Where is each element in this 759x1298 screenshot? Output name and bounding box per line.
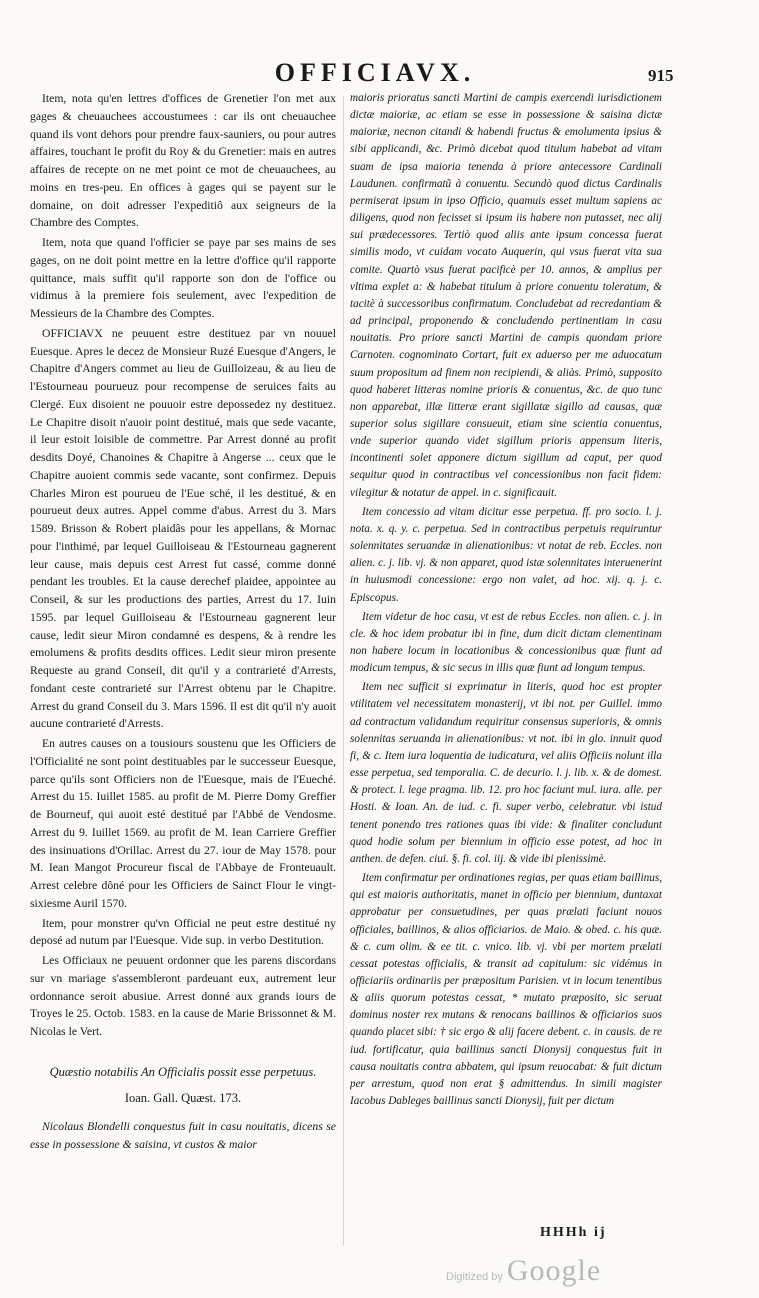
paragraph: Item confirmatur per ordinationes regias, per quas etiam baillinus, qui est maioris authoritatis, manet in officio per biennium, duntaxat approbatur per consuetudines, per quas prælati faciunt nouos officiales, baillinos, & alios officiarios. de Maio. & obed. c. his quæ. & c. cum olim. & ee tit. c. vnico. lib. vj. vbi per mortem prælati cessat potestas officialis, & transit ad capitulum: sic vidémus in officiariis ordinariis per præpositum Parisien. vt in locum tenentibus & aliis quorum potestas cessat, * mutato præposito, sic seruat dominus noster rex mutans & renocans baillinos & officiarios suos quando placet sibi: † sic ergo & alij facere debent. c. in causis. de re iud. fortificatur, quia baillinus sancti Dionysij conquestus fuit in causa nouitatis contra abbatem, qui ipsum reuocabat: & fuit dictum per arrestum, quod non erat § admittendus. In simili magister Iacobus Dableges baillinus sancti Dionysij, fuit per dictum xyxy=(350,872,662,1108)
paragraph: OFFICIAVX ne peuuent estre destituez par vn nouuel Euesque. Apres le decez de Monsieur Ruzé Euesque d'Angers, le Chapitre d'Angers commet au lieu de Guilloizeau, & au lieu de l'Estourneau pourueuz pour recompense de seruices faits au Clergé. Eux disoient ne pouuoir estre depossedez ny destituez. Le Chapitre disoit n'auoir point destitué, mais que sede vacante, il leur estoit loisible de commettre. Par Arrest donné au profit desdits Doyé, Chanoines & Chapitre à Angerse ... ceux que le Chapitre auoient commis sede vacante, sont confirmez. Depuis Charles Miron est pourueu de l'Eue sché, il les destitué, & en pourueut deux autres. Appel comme d'abus. Arrest du 3. Mars 1589. Brisson & Robert plaidâs pour les appellans, & Mornac pour l'inthimé, par lequel Guilloiseau & l'Estourneau gagnerent leur cause, mais depuis cest Arrest fut cassé, comme donné pendant les troubles. Et la cause derechef plaidee, appointee au Conseil, & sur les productions des parties, Arrest du 17. Iuin 1595. par lequel Guilloiseau & l'Estourneau gagnerent leur cause, ledit sieur Miron condamné es despens, & à rendre les emolumens & profits desdits offices. Ledit sieur miron presente Requeste au grand Conseil, dit qu'il y a contrarieté d'Arrests, fondant ceste contrarieté sur l'Arrest obtenu par le Chapitre. Arrest du grand Conseil du 3. Mars 1596. Il est dit qu'il n'y auoit aucune contrarieté d'Arrests. xyxy=(30,326,336,731)
paragraph: Item nec sufficit si exprimatur in literis, quod hoc est propter vtilitatem vel necessitatem monasterij, vt ibi not. per Guillel. immo ad contractum validandum requiritur consensus superioris, & omnis solennitas seruanda in alienationibus: vt not. ibi in glo. innuit quod fi, & c. Item iura loquentia de iudicatura, vel aliis Officiis nolunt illa esse perpetua, sed temporalia. C. de decurio. l. j. lib. x. & de domest. & protect. l. lege pragma. lib. 12. pro hoc faciunt mul. iura. alle. per Hosti. & Ioan. An. de iud. c. fi. super verbo, celebratur. vbi istud tenent ponendo tres rationes quas ibi vide: & finaliter concludunt quod hodie solum per biennium in officio esse potest, ad hoc in anthen. de defen. ciui. §. fi. col. iij. & vide ibi plenissimè. xyxy=(350,681,662,865)
lead-paragraph: Nicolaus Blondelli conquestus fuit in casu nouitatis, dicens se esse in possessione & saisina, vt custos & maior xyxy=(30,1119,336,1151)
paragraph: Item, pour monstrer qu'vn Official ne peut estre destitué ny deposé ad nutum par l'Euesque. Vide sup. in verbo Destitution. xyxy=(30,916,336,948)
paragraph: Item, nota que quand l'officier se paye par ses mains de ses gages, on ne doit point mettre en la lettre d'office qu'il rapporte quittance, mais suffit qu'il rapporte son don de l'office ou vidimus à la premiere fois seulement, avec l'expedition de Messieurs de la Chambre des Comptes. xyxy=(30,236,336,320)
paragraph: En autres causes on a tousiours soustenu que les Officiers de l'Officialité ne sont point destituables par le successeur Euesque, parce qu'ils sont Officiers non de l'Euesque, mais de l'Eueché. Arrest du 15. Iuillet 1585. au profit de M. Pierre Domy Greffier de Bourneuf, qui auoit esté destitué par l'Abbé de Vendosme. Arrest du 9. Iuillet 1569. au profit de M. Iean Carriere Greffier des insinuations d'Orillac. Arrest du 27. iour de May 1578. pour M. Iean Mangot Procureur fiscal de l'Abbaye de Fronteuault. Arrest celebre dôné pour les Officiers de Sainct Flour le vingt-sixiesme Auril 1570. xyxy=(30,737,336,910)
watermark-brand: Google xyxy=(506,1254,602,1287)
paragraph: Item concessio ad vitam dicitur esse perpetua. ff. pro socio. l. j. nota. x. q. y. c. perpetua. Sed in contractibus perpetuis requiruntur solennitates seruandæ in alienationibus: vt notat de reb. Eccles. non alien. c. j. lib. vj. & non apparet, quod istæ solennitates interuenerint in huiusmodi concessione: ergo non valet, ad hoc. xij. q. j. c. Episcopus. xyxy=(350,505,662,604)
paragraph: Item videtur de hoc casu, vt est de rebus Eccles. non alien. c. j. in cle. & hoc idem probatur ibi in fine, dum dicit dictam clementinam non habere locum in locationibus & concessionibus quæ fiunt ad modicum tempus, & sic secus in illis quæ fiunt ad longum tempus. xyxy=(350,610,662,675)
paragraph: Item, nota qu'en lettres d'offices de Grenetier l'on met aux gages & cheuauchees accoustumees : car ils ont cheuauchee quand ils vont dehors pour prendre faux-sauniers, ou pour autres affaires, touchant le profit du Roy & du Grenetier: mais en autres affaires de recepte on ne met point ce mot de cheuauchees, au moins en tres-peu. En offices à gages qui se payent sur le domaine, on doit adresser l'expeditiô aux seigneurs de la Chambre des Comptes. xyxy=(30,92,336,230)
page-number: 915 xyxy=(648,66,674,85)
paragraph: maioris prioratus sancti Martini de campis exercendi iurisdictionem dictæ maioriæ, ac etiam se esse in possessione & saisina dictæ maioriæ, necnon citandi & habendi fructus & emolumenta ipsius & sibi applicandi, &c. Primò dicebat quod titulum habebat ad vitam suam de ipsa maioria tenenda à priore antecessore Cardinali Laudunen. confirmatũ à conuentu. Secundò quod dictus Cardinalis permiserat ipsum in ipso Officio, quamuis esset multum sapiens ac diligens, quod non fecisset si ipsum iis habere non putasset, nec alij sui prædecessores. Tertiò quod aliis ante ipsum concessa fuerat similis modo, vt cuidam vocato Auquerin, qui vsus fuerat vita sua comite. Quartò vsus fuerat pacificè per 10. annos, & amplius per vltima explet a: & habebat titulum à priore conuentu toleratum, & tacitè à successoribus confirmatum. Concludebat ad recredantiam & ad principal, proponendo & concludendo pertinentiam in casu nouitatis. Pro priore sancti Martini de campis quondam priore Carnoten. cognominato Cortart, fuit ex aduerso per me aduocatum suum propositum ad finem non recipiendi, & aliàs. Primò, supposito quod haberet litteras nomine prioris & conuentus, &c. de quo tunc non apparebat, illæ litteræ erant sigillatæ sigillo ad causas, quæ superior solus sigillare consueuit, etiam sine scientia conuentus, vnde superior quando videt sigillum prioris appensum literis, incontinenti solet apponere dictum sigillum ad caput, per quod sequitur quod in contractibus vel concessionibus non facit fidem: vilegitur & notatur de appel. in c. significauit. xyxy=(350,92,662,499)
citation: Ioan. Gall. Quæst. 173. xyxy=(124,1090,242,1105)
left-column xyxy=(30,90,336,1255)
signature-mark: HHHh ij xyxy=(540,1225,607,1240)
section-heading: Quæstio notabilis An Officialis possit esse perpetuus. xyxy=(49,1064,317,1079)
paragraph: Les Officiaux ne peuuent ordonner que les parens discordans sur vn mariage s'assembleront pardeuant eux, autrement leur ordonnance seroit abusiue. Arrest donné aux grands iours de Troyes le 25. Octob. 1583. en la cause de Marie Brissonnet & M. Nicolas le Vert. xyxy=(30,954,336,1038)
watermark-prefix: Digitized by xyxy=(446,1271,503,1283)
column-divider xyxy=(343,96,344,1246)
running-title: OFFICIAVX. xyxy=(274,58,476,87)
right-column xyxy=(350,90,662,1255)
digitization-watermark xyxy=(446,1254,601,1288)
